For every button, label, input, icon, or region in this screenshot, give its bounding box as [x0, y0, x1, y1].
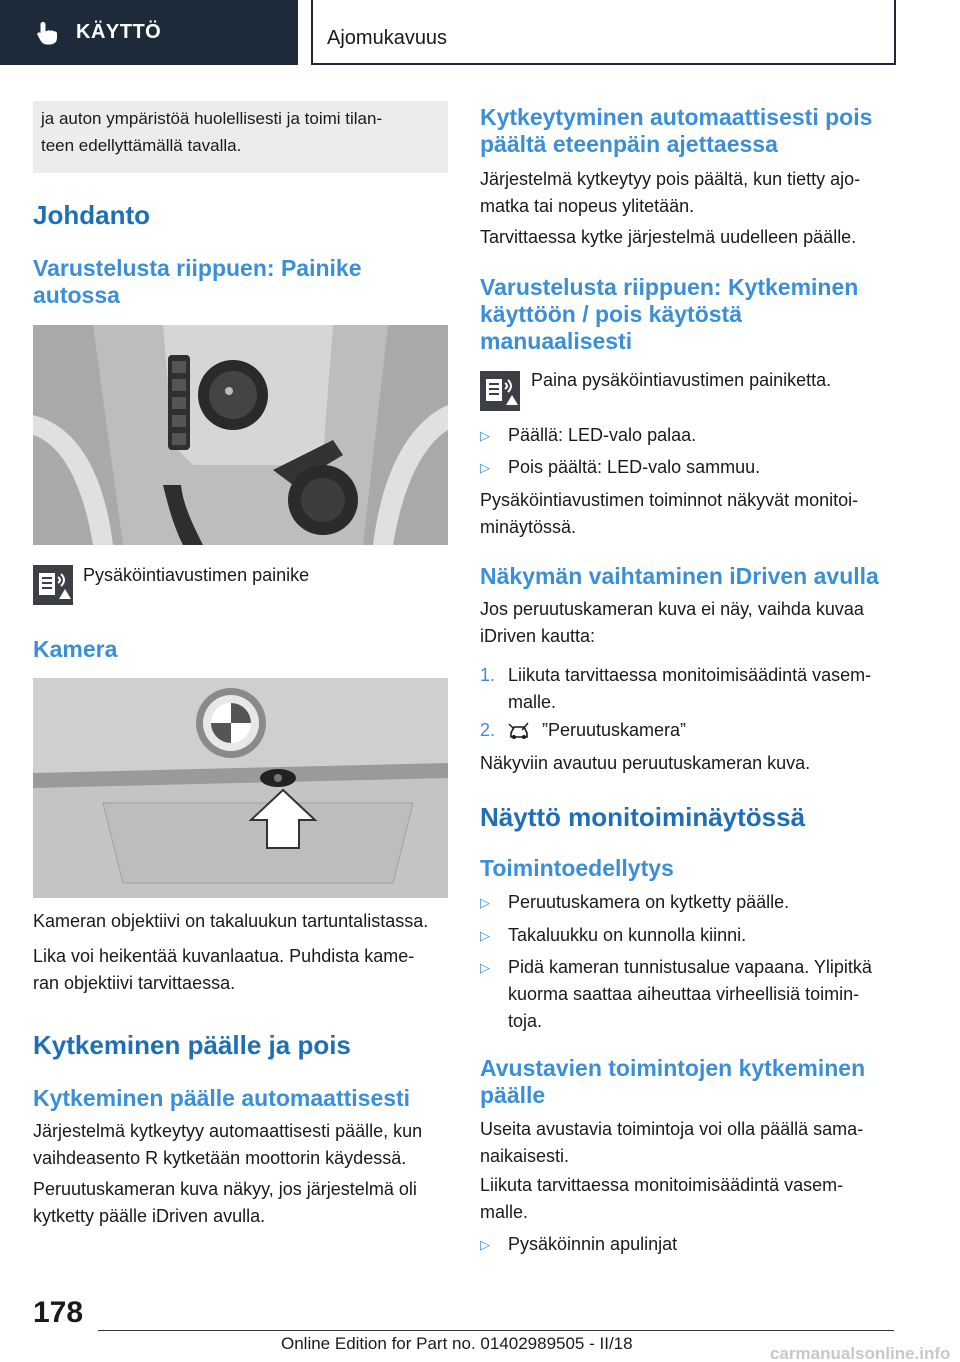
- heading-auto-on: Kytkeminen päälle automaattisesti: [33, 1085, 411, 1111]
- kamera-paragraph-2: [33, 943, 414, 997]
- auto-off-paragraph-2: Tarvittaessa kytke järjestelmä uudelleen päälle.: [480, 227, 857, 247]
- section-title: KÄYTTÖ: [76, 21, 162, 43]
- triangle-bullet-icon: ▷: [480, 428, 490, 443]
- watermark: carmanualsonline.info: [770, 1344, 951, 1362]
- triangle-bullet-icon: ▷: [480, 928, 490, 943]
- list-item-text: Peruutuskamera on kytketty päälle.: [508, 892, 790, 912]
- paragraph-line: Pysäköintiavustimen toiminnot näkyvät monitoi-: [480, 490, 859, 510]
- assist-paragraph-2: [480, 1172, 843, 1226]
- heading-line: manuaalisesti: [480, 328, 633, 354]
- footer-rule: [98, 1330, 894, 1331]
- list-item: [480, 454, 892, 481]
- heading-line: Varustelusta riippuen: Painike: [33, 255, 362, 281]
- rear-camera-icon: [508, 721, 532, 741]
- step-line: malle.: [508, 692, 557, 712]
- heading-assist: [480, 1055, 865, 1109]
- step-text: ”Peruutuskamera”: [542, 720, 687, 740]
- list-item: [480, 954, 892, 1035]
- triangle-bullet-icon: ▷: [480, 460, 490, 475]
- list-item-text: Takaluukku on kunnolla kiinni.: [508, 925, 747, 945]
- paragraph-line: Järjestelmä kytkeytyy pois päältä, kun tietty ajo-: [480, 169, 861, 189]
- heading-view-switch: Näkymän vaihtaminen iDriven avulla: [480, 563, 879, 589]
- assist-paragraph-1: [480, 1116, 863, 1170]
- list-item-text: Pois päältä: LED-valo sammuu.: [508, 457, 761, 477]
- button-caption: Pysäköintiavustimen painike: [83, 565, 310, 585]
- step-number: 2.: [480, 720, 496, 740]
- chapter-title: Ajomukavuus: [327, 27, 448, 49]
- edition-info: Online Edition for Part no. 01402989505 - II/18: [281, 1334, 633, 1353]
- heading-line: päältä eteenpäin ajettaessa: [480, 131, 778, 157]
- paragraph-line: Järjestelmä kytkeytyy automaattisesti päälle, kun: [33, 1121, 423, 1141]
- paragraph-line: minäytössä.: [480, 517, 577, 537]
- list-line: toja.: [508, 1011, 543, 1031]
- view-paragraph: [480, 596, 864, 650]
- list-item: [480, 889, 892, 916]
- heading-display: Näyttö monitoiminäytössä: [480, 802, 806, 832]
- header-underline: [311, 63, 896, 65]
- paragraph-line: naikaisesti.: [480, 1146, 570, 1166]
- paragraph-line: Peruutuskameran kuva näkyy, jos järjestelmä oli: [33, 1179, 417, 1199]
- functions-paragraph: [480, 487, 858, 541]
- heading-line: päälle: [480, 1082, 546, 1108]
- heading-kamera: Kamera: [33, 636, 118, 662]
- note-box: [33, 101, 448, 173]
- heading-line: Varustelusta riippuen: Kytkeminen: [480, 274, 859, 300]
- center-console-photo: [33, 325, 448, 545]
- list-item: [480, 422, 892, 449]
- paragraph-line: malle.: [480, 1202, 529, 1222]
- paragraph-line: Lika voi heikentää kuvanlaatua. Puhdista kame-: [33, 946, 415, 966]
- list-item: [480, 922, 892, 949]
- list-line: kuorma saattaa aiheuttaa virheellisiä toimin-: [508, 984, 860, 1004]
- heading-line: autossa: [33, 282, 120, 308]
- paragraph-line: iDriven kautta:: [480, 626, 596, 646]
- section-tab: [0, 0, 298, 65]
- paragraph-line: kytketty päälle iDriven avulla.: [33, 1206, 266, 1226]
- triangle-bullet-icon: ▷: [480, 960, 490, 975]
- view-result: Näkyviin avautuu peruutuskameran kuva.: [480, 753, 811, 773]
- header-divider-right: [894, 0, 896, 65]
- kamera-paragraph-1: Kameran objektiivi on takaluukun tartuntalistassa.: [33, 911, 429, 931]
- step-line: Liikuta tarvittaessa monitoimisäädintä vasem-: [508, 665, 872, 685]
- paragraph-line: matka tai nopeus ylitetään.: [480, 196, 695, 216]
- list-item-text: Päällä: LED-valo palaa.: [508, 425, 697, 445]
- triangle-bullet-icon: ▷: [480, 895, 490, 910]
- numbered-step: [480, 717, 892, 744]
- hand-pointer-icon: [34, 19, 62, 47]
- paragraph-line: ran objektiivi tarvittaessa.: [33, 973, 236, 993]
- list-item: [480, 1231, 892, 1258]
- list-line: Pidä kameran tunnistusalue vapaana. Ylipitkä: [508, 957, 872, 977]
- rear-camera-photo: [33, 678, 448, 898]
- list-item-text: [508, 954, 893, 1035]
- heading-line: Avustavien toimintojen kytkeminen: [480, 1055, 866, 1081]
- heading-manual: [480, 274, 858, 355]
- manual-instruction: Paina pysäköintiavustimen painiketta.: [531, 370, 832, 390]
- header-divider: [311, 0, 313, 65]
- list-item-text: Pysäköinnin apulinjat: [508, 1234, 678, 1254]
- numbered-step: [480, 662, 892, 716]
- heading-johdanto: Johdanto: [33, 200, 150, 230]
- paragraph-line: Useita avustavia toimintoja voi olla päällä sama-: [480, 1119, 864, 1139]
- center-console-illustration: [33, 325, 448, 545]
- paragraph-line: vaihdeasento R kytketään moottorin käydessä.: [33, 1148, 407, 1168]
- park-assist-button-icon: [480, 371, 520, 411]
- note-line: teen edellyttämällä tavalla.: [41, 136, 242, 155]
- step-number: 1.: [480, 665, 496, 685]
- step-text: [508, 662, 893, 716]
- paragraph-line: Jos peruutuskameran kuva ei näy, vaihda kuvaa: [480, 599, 864, 619]
- auto-paragraph-1: [33, 1118, 422, 1172]
- heading-line: Kytkeytyminen automaattisesti pois: [480, 104, 873, 130]
- heading-auto-off: [480, 104, 872, 158]
- rear-camera-illustration: [33, 678, 448, 898]
- triangle-bullet-icon: ▷: [480, 1237, 490, 1252]
- heading-kytkeminen: Kytkeminen päälle ja pois: [33, 1030, 351, 1060]
- auto-off-paragraph-1: [480, 166, 860, 220]
- auto-paragraph-2: [33, 1176, 417, 1230]
- note-line: ja auton ympäristöä huolellisesti ja toimi tilan-: [41, 109, 383, 128]
- paragraph-line: Liikuta tarvittaessa monitoimisäädintä vasem-: [480, 1175, 844, 1195]
- page-number: 178: [33, 1296, 84, 1329]
- heading-line: käyttöön / pois käytöstä: [480, 301, 743, 327]
- heading-conditions: Toimintoedellytys: [480, 855, 674, 881]
- park-assist-button-icon: [33, 565, 73, 605]
- heading-equipment-button: [33, 255, 362, 309]
